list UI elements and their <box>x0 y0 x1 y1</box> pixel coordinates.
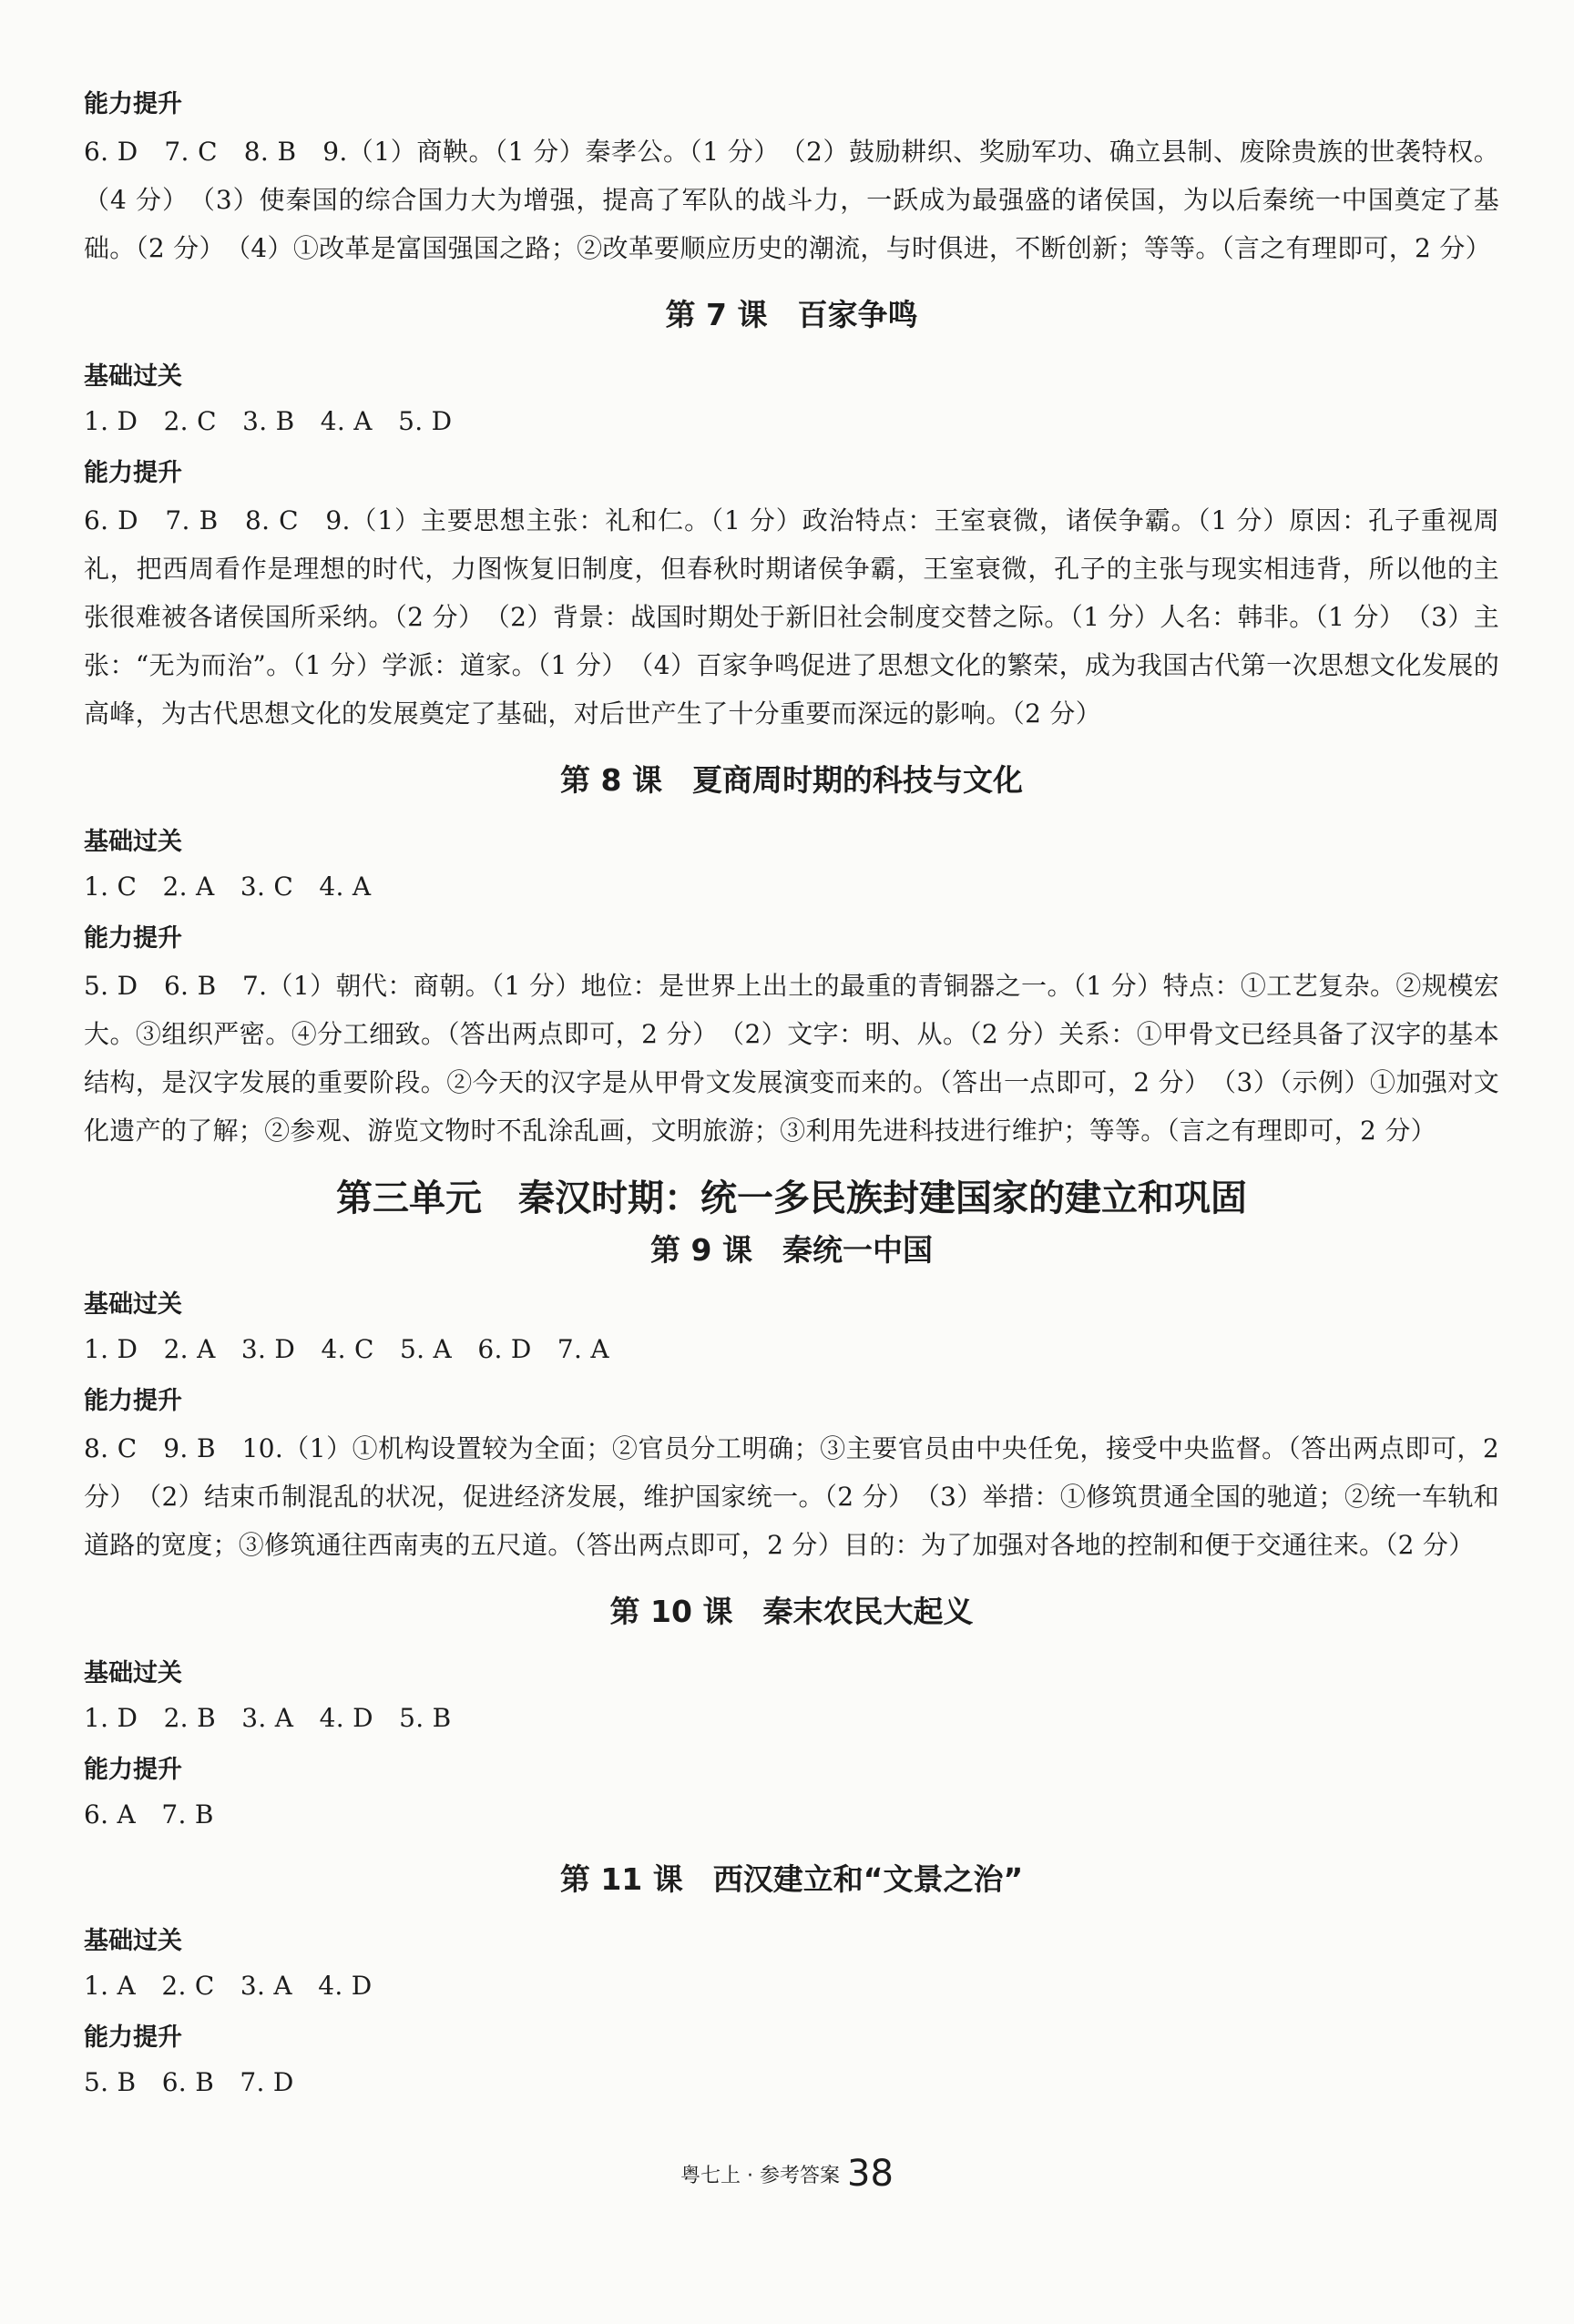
section-heading-basics: 基础过关 <box>84 362 182 391</box>
page-number: 38 <box>847 2153 894 2195</box>
section-heading-ability: 能力提升 <box>84 2023 182 2052</box>
section-heading-ability: 能力提升 <box>84 90 182 118</box>
section-heading-ability: 能力提升 <box>84 1387 182 1415</box>
answer-text: 6. D 7. C 8. B 9.（1）商鞅。（1 分）秦孝公。（1 分） （2）鼓励耕织、奖励军功、确立县制、废除贵族的世袭特权。（4 分） （3）使秦国的综合国力大为增强，提高了军队的战斗力，一跃成为最强盛的诸侯国，为以后秦统一中国奠定了基础。（2 分） （4）①改革是富国强国之路；②改革要顺应历史的潮流，与时俱进，不断创新；等等。（言之有理即可，2 分） <box>84 137 1499 263</box>
lesson-title-8: 第 8 课 夏商周时期的科技与文化 <box>560 762 1023 798</box>
answer-text: 1. D 2. A 3. D 4. C 5. A 6. D 7. A <box>84 1334 609 1364</box>
section-heading-ability: 能力提升 <box>84 924 182 953</box>
answer-text: 8. C 9. B 10.（1）①机构设置较为全面；②官员分工明确；③主要官员由中央任免，接受中央监督。（答出两点即可，2 分） （2）结束币制混乱的状况，促进经济发展，维护国家统一。（2 分） （3）举措：①修筑贯通全国的驰道；②统一车轨和道路的宽度；③修筑通往西南夷的五尺道。（答出两点即可，2 分）目的：为了加强对各地的控制和便于交通往来。（2 分） <box>84 1433 1499 1560</box>
answer-text: 1. C 2. A 3. C 4. A <box>84 872 372 902</box>
section-heading-basics: 基础过关 <box>84 1927 182 1955</box>
page-footer <box>0 2151 1574 2199</box>
lesson-title-7: 第 7 课 百家争鸣 <box>665 297 918 332</box>
answer-text: 1. A 2. C 3. A 4. D <box>84 1971 373 2001</box>
section-heading-basics: 基础过关 <box>84 1659 182 1687</box>
section-heading-basics: 基础过关 <box>84 828 182 856</box>
lesson-title-9: 第 9 课 秦统一中国 <box>650 1232 933 1268</box>
answer-text: 6. D 7. B 8. C 9.（1）主要思想主张：礼和仁。（1 分）政治特点：王室衰微，诸侯争霸。（1 分）原因：孔子重视周礼，把西周看作是理想的时代，力图恢复旧制度，但春秋时期诸侯争霸，王室衰微，孔子的主张与现实相违背，所以他的主张很难被各诸侯国所采纳。（2 分） （2）背景：战国时期处于新旧社会制度交替之际。（1 分）人名：韩非。（1 分） （3）主张：“无为而治”。（1 分）学派：道家。（1 分） （4）百家争鸣促进了思想文化的繁荣，成为我国古代第一次思想文化发展的高峰，为古代思想文化的发展奠定了基础，对后世产生了十分重要而深远的影响。（2 分） <box>84 505 1499 729</box>
lesson-title-10: 第 10 课 秦末农民大起义 <box>609 1594 974 1629</box>
answer-text: 6. A 7. B <box>84 1799 214 1830</box>
section-heading-ability: 能力提升 <box>84 459 182 487</box>
footer-label: 粤七上 · 参考答案 <box>680 2165 841 2187</box>
unit-title-3: 第三单元 秦汉时期：统一多民族封建国家的建立和巩固 <box>336 1177 1247 1219</box>
lesson-title-11: 第 11 课 西汉建立和“文景之治” <box>559 1861 1024 1897</box>
section-heading-ability: 能力提升 <box>84 1756 182 1784</box>
answer-text: 1. D 2. C 3. B 4. A 5. D <box>84 406 453 436</box>
answer-text: 1. D 2. B 3. A 4. D 5. B <box>84 1703 452 1733</box>
section-heading-basics: 基础过关 <box>84 1290 182 1319</box>
answer-text: 5. B 6. B 7. D <box>84 2067 294 2097</box>
page-content <box>84 86 1499 2105</box>
answer-text: 5. D 6. B 7.（1）朝代：商朝。（1 分）地位：是世界上出土的最重的青铜器之一。（1 分）特点：①工艺复杂。②规模宏大。③组织严密。④分工细致。（答出两点即可，2 分） （2）文字：明、从。（2 分）关系：①甲骨文已经具备了汉字的基本结构，是汉字发展的重要阶段。②今天的汉字是从甲骨文发展演变而来的。（答出一点即可，2 分） （3）（示例）①加强对文化遗产的了解；②参观、游览文物时不乱涂乱画，文明旅游；③利用先进科技进行维护；等等。（言之有理即可，2 分） <box>84 971 1499 1146</box>
